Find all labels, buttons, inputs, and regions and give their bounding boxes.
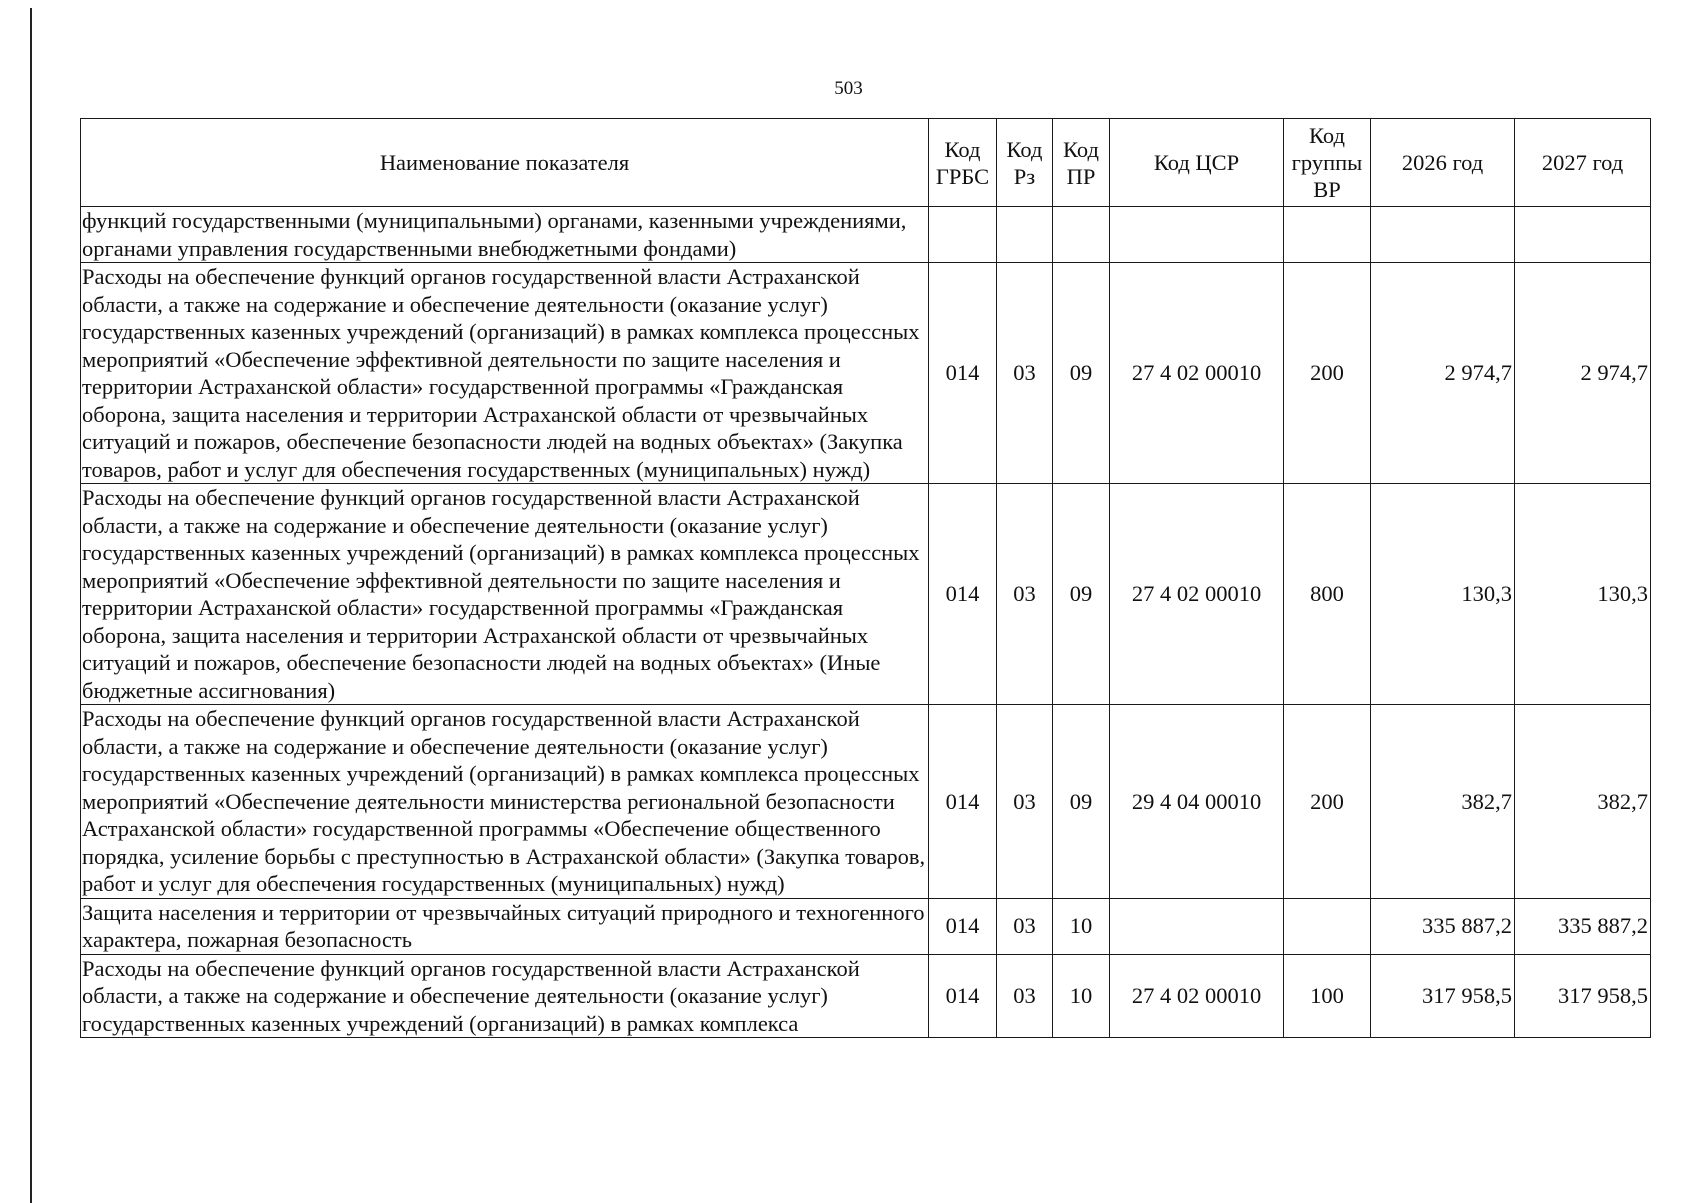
row-name: Расходы на обеспечение функций органов государственной власти Астраханской области, а также на содержание и обеспечение деятельности (оказание услуг) государственных казенных учреждений (организаций) в рамках комплекса <box>81 954 929 1038</box>
row-pr: 09 <box>1053 263 1110 484</box>
row-grbs <box>929 207 997 263</box>
row-vr: 100 <box>1284 954 1371 1038</box>
row-rz <box>997 207 1053 263</box>
row-csr: 27 4 02 00010 <box>1110 263 1284 484</box>
row-vr: 200 <box>1284 705 1371 899</box>
row-2027 <box>1515 207 1651 263</box>
row-csr <box>1110 207 1284 263</box>
table-row <box>81 263 1651 484</box>
row-name: Защита населения и территории от чрезвычайных ситуаций природного и техногенного характера, пожарная безопасность <box>81 898 929 954</box>
row-rz: 03 <box>997 484 1053 705</box>
row-csr: 29 4 04 00010 <box>1110 705 1284 899</box>
row-grbs: 014 <box>929 705 997 899</box>
table-row <box>81 705 1651 899</box>
header-pr: Код ПР <box>1053 119 1110 207</box>
row-pr: 09 <box>1053 705 1110 899</box>
row-2027: 2 974,7 <box>1515 263 1651 484</box>
row-pr <box>1053 207 1110 263</box>
header-grbs: Код ГРБС <box>929 119 997 207</box>
page-number: 503 <box>834 78 863 99</box>
row-2026: 382,7 <box>1371 705 1515 899</box>
row-rz: 03 <box>997 954 1053 1038</box>
row-grbs: 014 <box>929 263 997 484</box>
header-2026: 2026 год <box>1371 119 1515 207</box>
row-rz: 03 <box>997 898 1053 954</box>
header-vr: Код группы ВР <box>1284 119 1371 207</box>
row-rz: 03 <box>997 263 1053 484</box>
row-2027: 382,7 <box>1515 705 1651 899</box>
row-csr: 27 4 02 00010 <box>1110 954 1284 1038</box>
row-pr: 10 <box>1053 898 1110 954</box>
row-pr: 09 <box>1053 484 1110 705</box>
table-header-row <box>81 119 1651 207</box>
row-2027: 130,3 <box>1515 484 1651 705</box>
table-row <box>81 207 1651 263</box>
header-2027: 2027 год <box>1515 119 1651 207</box>
row-2026 <box>1371 207 1515 263</box>
row-2026: 130,3 <box>1371 484 1515 705</box>
table-row <box>81 954 1651 1038</box>
row-2026: 335 887,2 <box>1371 898 1515 954</box>
row-vr <box>1284 898 1371 954</box>
table-row <box>81 484 1651 705</box>
row-2026: 2 974,7 <box>1371 263 1515 484</box>
row-rz: 03 <box>997 705 1053 899</box>
row-grbs: 014 <box>929 954 997 1038</box>
row-name: функций государственными (муниципальными) органами, казенными учреждениями, органами управления государственными внебюджетными фондами) <box>81 207 929 263</box>
header-csr: Код ЦСР <box>1110 119 1284 207</box>
row-name: Расходы на обеспечение функций органов государственной власти Астраханской области, а также на содержание и обеспечение деятельности (оказание услуг) государственных казенных учреждений (организаций) в рамках комплекса процессных мероприятий «Обеспечение эффективной деятельности по защите населения и территории Астраханской области» государственной программы «Гражданская оборона, защита населения и территории Астраханской области от чрезвычайных ситуаций и пожаров, обеспечение безопасности людей на водных объектах» (Закупка товаров, работ и услуг для обеспечения государственных (муниципальных) нужд) <box>81 263 929 484</box>
row-2027: 335 887,2 <box>1515 898 1651 954</box>
row-name: Расходы на обеспечение функций органов государственной власти Астраханской области, а также на содержание и обеспечение деятельности (оказание услуг) государственных казенных учреждений (организаций) в рамках комплекса процессных мероприятий «Обеспечение эффективной деятельности по защите населения и территории Астраханской области» государственной программы «Гражданская оборона, защита населения и территории Астраханской области от чрезвычайных ситуаций и пожаров, обеспечение безопасности людей на водных объектах» (Иные бюджетные ассигнования) <box>81 484 929 705</box>
row-vr <box>1284 207 1371 263</box>
row-2026: 317 958,5 <box>1371 954 1515 1038</box>
budget-table <box>80 118 1651 1038</box>
row-grbs: 014 <box>929 484 997 705</box>
row-csr: 27 4 02 00010 <box>1110 484 1284 705</box>
row-pr: 10 <box>1053 954 1110 1038</box>
row-2027: 317 958,5 <box>1515 954 1651 1038</box>
row-vr: 800 <box>1284 484 1371 705</box>
row-name: Расходы на обеспечение функций органов государственной власти Астраханской области, а также на содержание и обеспечение деятельности (оказание услуг) государственных казенных учреждений (организаций) в рамках комплекса процессных мероприятий «Обеспечение деятельности министерства региональной безопасности Астраханской области» государственной программы «Обеспечение общественного порядка, усиление борьбы с преступностью в Астраханской области» (Закупка товаров, работ и услуг для обеспечения государственных (муниципальных) нужд) <box>81 705 929 899</box>
header-name: Наименование показателя <box>81 119 929 207</box>
row-csr <box>1110 898 1284 954</box>
binding-margin-line <box>30 8 32 1203</box>
row-vr: 200 <box>1284 263 1371 484</box>
row-grbs: 014 <box>929 898 997 954</box>
table-row <box>81 898 1651 954</box>
header-rz: Код Рз <box>997 119 1053 207</box>
